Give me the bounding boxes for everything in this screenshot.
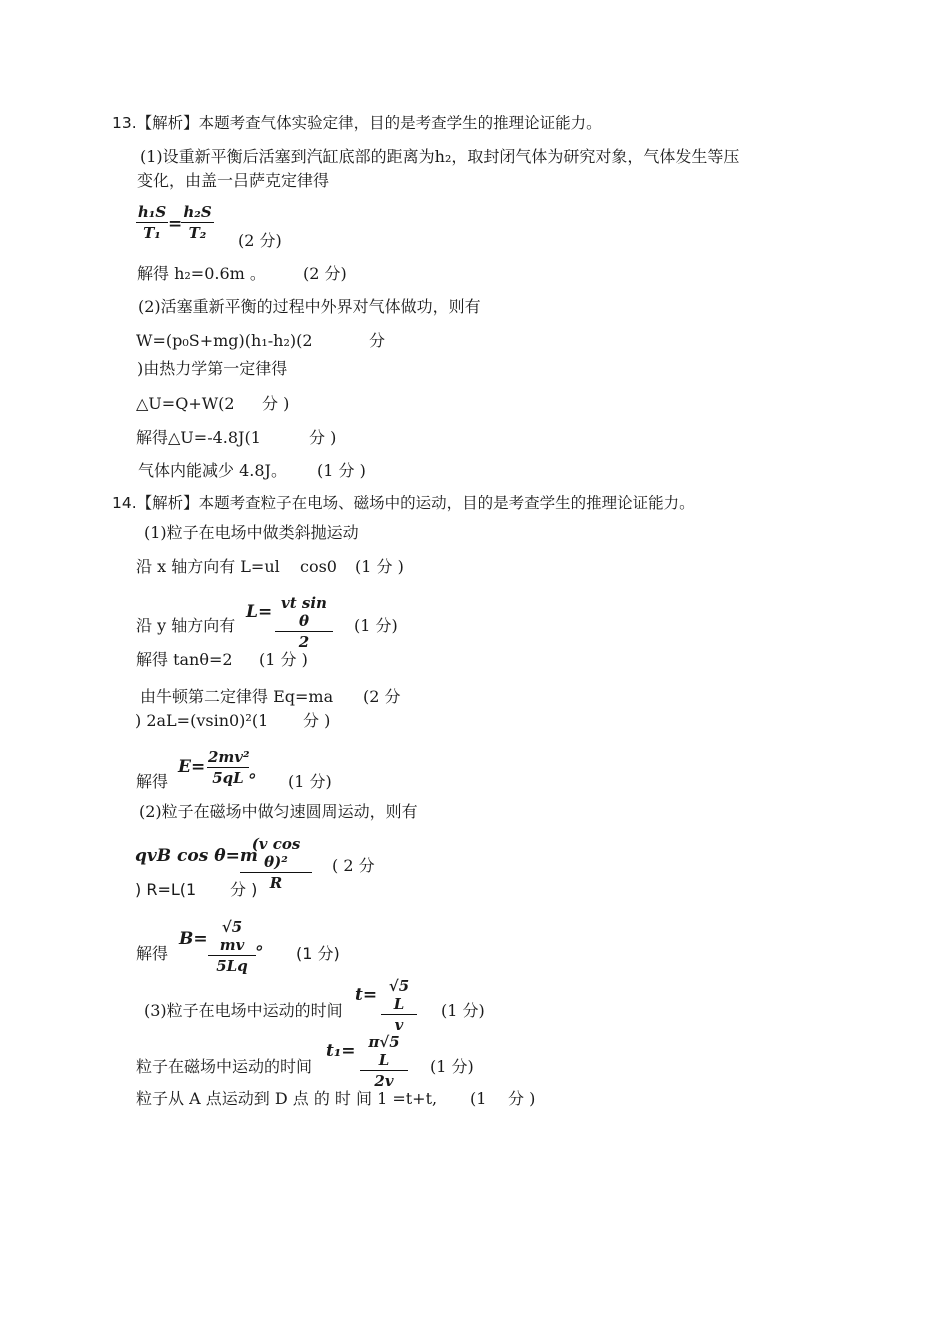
q14-b-eq-score: ( 2 分 bbox=[332, 856, 375, 875]
q14-part1: (1)粒子在电场中做类斜抛运动 bbox=[144, 523, 359, 542]
q13-work-score: 分 bbox=[369, 331, 386, 350]
q14-part2: (2)粒子在磁场中做匀速圆周运动，则有 bbox=[139, 802, 418, 821]
q13-work-formula: W=(p₀S+mg)(h₁-h₂)(2 bbox=[136, 331, 313, 350]
q14-radius-score: 分 ) bbox=[230, 880, 258, 899]
q14-newton-score: (2 分 bbox=[363, 687, 401, 706]
q14-total-time-score-b: 分 ) bbox=[508, 1089, 536, 1108]
q13-delta-u-solve-score: 分 ) bbox=[309, 428, 337, 447]
q13-solve-h2-score: (2 分) bbox=[303, 264, 347, 283]
q14-kinematics: ) 2aL=(vsin0)²(1 bbox=[135, 711, 269, 730]
q13-first-law-intro: )由热力学第一定律得 bbox=[137, 359, 288, 378]
q13-part1-line2: 变化，由盖一吕萨克定律得 bbox=[137, 171, 330, 190]
q13-delta-u-formula: △U=Q+W(2 bbox=[136, 394, 235, 413]
q14-y-eq-fraction: vt sin θ 2 bbox=[275, 594, 333, 651]
q14-b-eq-lhs: qvB cos θ=m bbox=[135, 846, 258, 866]
q14-t1-eq-lhs: t₁= bbox=[326, 1041, 356, 1061]
q14-t1-label: 粒子在磁场中运动的时间 bbox=[136, 1057, 313, 1076]
q14-t-eq-lhs: t= bbox=[355, 985, 378, 1005]
q14-title: 14.【解析】本题考查粒子在电场、磁场中的运动，目的是考查学生的推理论证能力。 bbox=[112, 494, 695, 512]
q13-title: 13.【解析】本题考查气体实验定律，目的是考查学生的推理论证能力。 bbox=[112, 114, 602, 132]
q14-b-sol-period: 。 bbox=[256, 934, 273, 954]
q14-newton-law: 由牛顿第二定律得 Eq=ma bbox=[140, 687, 334, 706]
q14-b-sol-score: (1 分) bbox=[296, 944, 340, 963]
q14-b-eq-fraction: (v cos θ)² R bbox=[240, 835, 312, 892]
q14-x-axis-formula: 沿 x 轴方向有 L=ul bbox=[136, 557, 280, 576]
q13-delta-u-solve: 解得△U=-4.8J(1 bbox=[136, 428, 261, 447]
q14-b-label: 解得 bbox=[136, 944, 169, 963]
q14-y-eq-score: (1 分) bbox=[354, 616, 398, 635]
q14-x-axis-cos: cos0 bbox=[300, 557, 337, 576]
q13-part1-line1: (1)设重新平衡后活塞到汽缸底部的距离为h₂，取封闭气体为研究对象，气体发生等压 bbox=[140, 147, 740, 166]
q13-eq1-score: (2 分) bbox=[238, 231, 282, 250]
q14-e-eq-score: (1 分) bbox=[288, 772, 332, 791]
q13-eq1-left-fraction: h₁S T₁ bbox=[137, 203, 167, 242]
q14-t-eq-fraction: √5 L v bbox=[381, 977, 417, 1034]
q14-y-axis-label: 沿 y 轴方向有 bbox=[136, 616, 236, 635]
q14-t1-eq-score: (1 分) bbox=[430, 1057, 474, 1076]
q14-part3: (3)粒子在电场中运动的时间 bbox=[144, 1001, 343, 1020]
q14-e-label: 解得 bbox=[136, 772, 169, 791]
q13-conclusion-score: (1 分 ) bbox=[317, 461, 366, 480]
q13-eq1-equals: = bbox=[168, 214, 183, 234]
q13-delta-u-score: 分 ) bbox=[262, 394, 290, 413]
q14-b-sol-fraction: √5 mv 5Lq bbox=[208, 918, 256, 975]
q14-radius: ) R=L(1 bbox=[135, 880, 197, 899]
q13-part2: (2)活塞重新平衡的过程中外界对气体做功，则有 bbox=[138, 297, 481, 316]
q13-conclusion: 气体内能减少 4.8J。 bbox=[138, 461, 287, 480]
q14-t1-eq-fraction: π√5 L 2v bbox=[360, 1033, 408, 1090]
q13-eq1-right-fraction: h₂S T₂ bbox=[181, 203, 214, 242]
q14-tan-score: (1 分 ) bbox=[259, 650, 308, 669]
q14-total-time-score-a: (1 bbox=[470, 1089, 487, 1108]
q14-b-sol-lhs: B= bbox=[179, 929, 208, 949]
q14-e-eq-fraction: 2mv² 5qL bbox=[208, 748, 250, 787]
q14-t-eq-score: (1 分) bbox=[441, 1001, 485, 1020]
q14-x-axis-score: (1 分 ) bbox=[355, 557, 404, 576]
q14-total-time: 粒子从 A 点运动到 D 点 的 时 间 1 =t+t, bbox=[136, 1089, 438, 1108]
q14-y-eq-lhs: L= bbox=[246, 602, 273, 622]
q14-e-eq-period: 。 bbox=[249, 762, 266, 782]
q14-kinematics-score: 分 ) bbox=[303, 711, 331, 730]
q14-e-eq-lhs: E= bbox=[178, 757, 206, 777]
q13-solve-h2: 解得 h₂=0.6m 。 bbox=[137, 264, 266, 283]
q14-tan-solve: 解得 tanθ=2 bbox=[136, 650, 233, 669]
